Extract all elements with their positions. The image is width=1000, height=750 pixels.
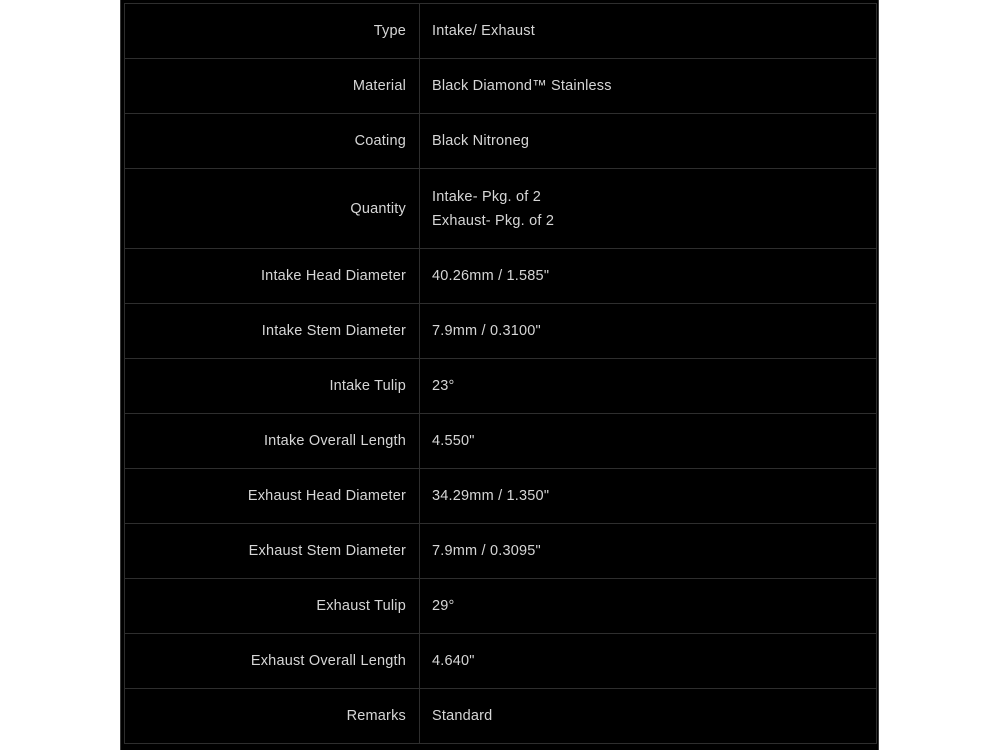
spec-label: Type [125,4,420,59]
spec-row-intake-tulip [125,359,877,414]
spec-value-line-intake: Intake- Pkg. of 2 [432,188,541,205]
spec-value: 7.9mm / 0.3095" [420,524,877,579]
spec-row-exhaust-head-diameter [125,469,877,524]
spec-label: Material [125,59,420,114]
spec-label: Intake Overall Length [125,414,420,469]
spec-value: 29° [420,579,877,634]
spec-value: 7.9mm / 0.3100" [420,304,877,359]
spec-value: Standard [420,689,877,744]
spec-label: Exhaust Tulip [125,579,420,634]
spec-value: Black Diamond™ Stainless [420,59,877,114]
spec-label: Quantity [125,169,420,249]
spec-label: Exhaust Head Diameter [125,469,420,524]
spec-value: Black Nitroneg [420,114,877,169]
spec-row-intake-overall-length [125,414,877,469]
spec-row-type [125,4,877,59]
spec-row-intake-stem-diameter [125,304,877,359]
spec-row-quantity [125,169,877,249]
spec-value [420,169,877,249]
spec-table [124,3,877,744]
spec-label: Intake Head Diameter [125,249,420,304]
spec-value-line-exhaust: Exhaust- Pkg. of 2 [432,212,555,229]
spec-row-material [125,59,877,114]
spec-label: Coating [125,114,420,169]
spec-label: Remarks [125,689,420,744]
spec-row-exhaust-stem-diameter [125,524,877,579]
spec-value: 34.29mm / 1.350" [420,469,877,524]
spec-row-coating [125,114,877,169]
spec-row-exhaust-tulip [125,579,877,634]
spec-sheet [120,0,879,750]
spec-value: 40.26mm / 1.585" [420,249,877,304]
spec-label: Exhaust Stem Diameter [125,524,420,579]
spec-value: 4.550" [420,414,877,469]
spec-label: Intake Stem Diameter [125,304,420,359]
spec-label: Intake Tulip [125,359,420,414]
spec-row-remarks [125,689,877,744]
spec-value: Intake/ Exhaust [420,4,877,59]
spec-row-exhaust-overall-length [125,634,877,689]
spec-value: 23° [420,359,877,414]
spec-label: Exhaust Overall Length [125,634,420,689]
spec-value: 4.640" [420,634,877,689]
spec-row-intake-head-diameter [125,249,877,304]
